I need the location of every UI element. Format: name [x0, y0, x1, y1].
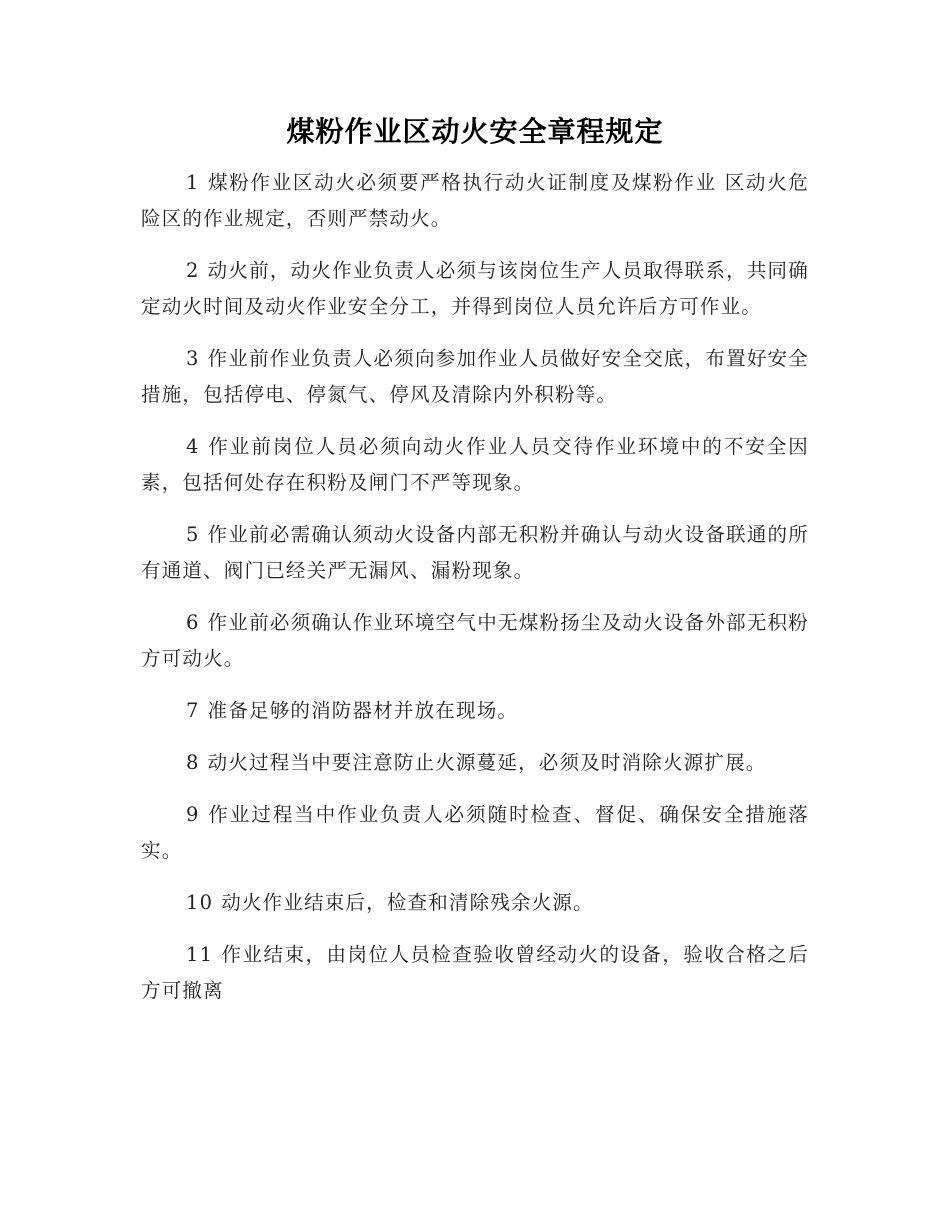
clause-number: 4 — [186, 435, 200, 458]
document-body — [141, 165, 809, 1025]
clause-text: 煤粉作业区动火必须要严格执行动火证制度及煤粉作业 区动火危险区的作业规定，否则严禁动火。 — [141, 171, 809, 230]
clause-text: 动火过程当中要注意防止火源蔓延，必须及时消除火源扩展。 — [207, 751, 767, 774]
clause-paragraph — [141, 253, 809, 325]
clause-text: 动火前，动火作业负责人必须与该岗位生产人员取得联系，共同确定动火时间及动火作业安全分工，并得到岗位人员允许后方可作业。 — [141, 259, 809, 318]
clause-paragraph — [141, 885, 809, 921]
clause-paragraph — [141, 745, 809, 781]
clause-number: 5 — [186, 523, 200, 546]
document-title: 煤粉作业区动火安全章程规定 — [286, 115, 664, 148]
clause-paragraph — [141, 797, 809, 869]
clause-number: 10 — [186, 891, 214, 914]
clause-paragraph — [141, 693, 809, 729]
clause-number: 8 — [186, 751, 200, 774]
clause-paragraph — [141, 517, 809, 589]
clause-paragraph — [141, 165, 809, 237]
clause-number: 11 — [186, 943, 214, 966]
clause-number: 2 — [186, 259, 200, 282]
clause-number: 6 — [186, 611, 200, 634]
clause-number: 9 — [186, 803, 200, 826]
clause-number: 7 — [186, 699, 200, 722]
clause-number: 3 — [186, 347, 200, 370]
clause-text: 作业前岗位人员必须向动火作业人员交待作业环境中的不安全因素，包括何处存在积粉及闸门不严等现象。 — [141, 435, 809, 494]
clause-paragraph — [141, 429, 809, 501]
clause-text: 作业前必需确认须动火设备内部无积粉并确认与动火设备联通的所有通道、阀门已经关严无漏风、漏粉现象。 — [141, 523, 809, 582]
clause-number: 1 — [186, 171, 200, 194]
clause-text: 作业过程当中作业负责人必须随时检查、督促、确保安全措施落实。 — [141, 803, 809, 862]
clause-paragraph — [141, 605, 809, 677]
clause-text: 动火作业结束后，检查和清除残余火源。 — [221, 891, 594, 914]
clause-text: 作业结束，由岗位人员检查验收曾经动火的设备，验收合格之后方可撤离 — [141, 943, 809, 1002]
clause-paragraph — [141, 341, 809, 413]
clause-text: 作业前作业负责人必须向参加作业人员做好安全交底，布置好安全措施，包括停电、停氮气、停风及清除内外积粉等。 — [141, 347, 809, 406]
clause-paragraph — [141, 937, 809, 1009]
clause-text: 作业前必须确认作业环境空气中无煤粉扬尘及动火设备外部无积粉方可动火。 — [141, 611, 809, 670]
clause-text: 准备足够的消防器材并放在现场。 — [207, 699, 519, 722]
